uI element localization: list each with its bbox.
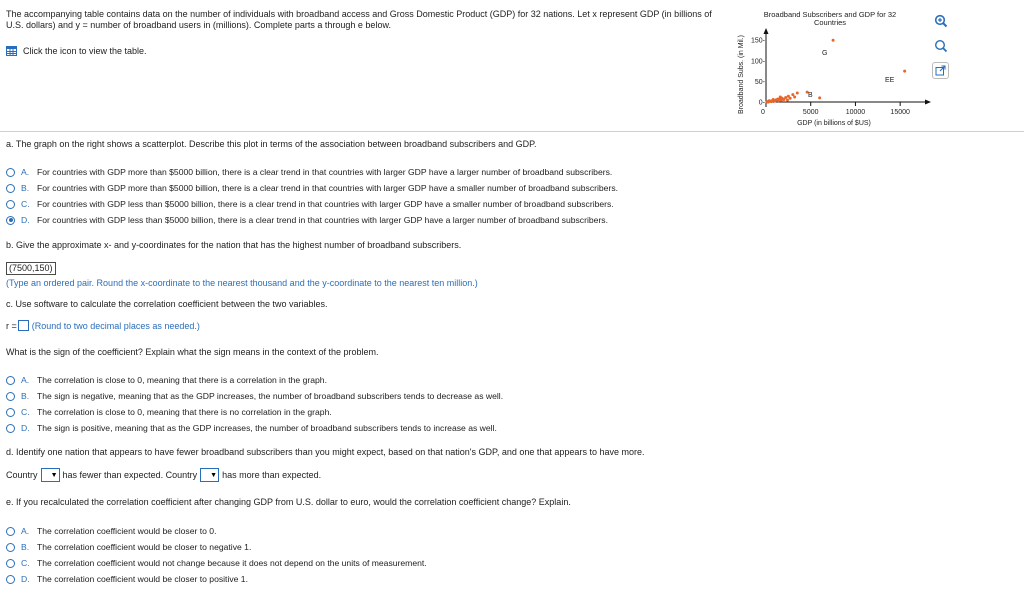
option-text: The correlation coefficient would be closer to negative 1. (37, 542, 252, 552)
x-tick-label: 15000 (890, 109, 910, 116)
zoom-out-button[interactable] (932, 37, 949, 54)
part-c-option-d[interactable] (6, 423, 497, 433)
option-letter: C. (21, 199, 30, 209)
view-table-text[interactable]: Click the icon to view the table. (23, 46, 147, 56)
chevron-down-icon: ▼ (210, 471, 218, 479)
option-letter: C. (21, 407, 30, 417)
part-c-option-b[interactable] (6, 391, 503, 401)
zoom-in-button[interactable] (932, 12, 949, 29)
option-text: The correlation coefficient would be closer to positive 1. (37, 574, 248, 584)
y-tick-label: 50- (754, 78, 765, 86)
part-a-option-b[interactable] (6, 183, 618, 193)
part-d-answer-row (6, 468, 321, 482)
country-more-dropdown[interactable] (200, 468, 219, 482)
radio-button[interactable] (6, 216, 15, 225)
data-point (773, 100, 776, 103)
r-input[interactable] (18, 320, 29, 331)
y-axis-arrow (764, 28, 769, 34)
point-label-ee: EE (885, 77, 895, 84)
y-tick-label: 150- (750, 37, 765, 45)
x-tick-label: 0 (761, 109, 765, 116)
data-point (903, 70, 906, 73)
radio-button[interactable] (6, 575, 15, 584)
option-text: For countries with GDP less than $5000 billion, there is a clear trend in that countries with larger GDP have a smaller number of broadband subscribers. (37, 199, 614, 209)
data-point (786, 98, 789, 101)
part-e-option-a[interactable] (6, 526, 216, 536)
part-d-question: d. Identify one nation that appears to have fewer broadband subscribers than you might expect, based on that nation's GDP, and one that appears to have more. (6, 447, 645, 457)
part-c-option-a[interactable] (6, 375, 327, 385)
radio-button[interactable] (6, 376, 15, 385)
option-text: The correlation coefficient would not change because it does not depend on the units of measurement. (37, 558, 427, 568)
option-letter: B. (21, 183, 30, 193)
country-fewer-dropdown[interactable] (41, 468, 60, 482)
data-point (765, 101, 768, 104)
data-point (791, 93, 794, 96)
x-tick-label: 5000 (802, 109, 819, 116)
option-letter: D. (21, 215, 30, 225)
zoom-out-icon[interactable] (934, 39, 948, 53)
option-text: For countries with GDP less than $5000 billion, there is a clear trend in that countries with larger GDP have a larger number of broadband subscribers. (37, 215, 608, 225)
point-label-g: G (822, 50, 828, 57)
data-point (779, 96, 782, 99)
radio-button[interactable] (6, 559, 15, 568)
data-point (793, 96, 796, 99)
x-tick-label: 10000 (845, 109, 866, 116)
option-text: The correlation is close to 0, meaning that there is no correlation in the graph. (37, 407, 332, 417)
chevron-down-icon: ▼ (50, 471, 58, 479)
option-letter: C. (21, 558, 30, 568)
radio-button[interactable] (6, 527, 15, 536)
part-c-sign-question: What is the sign of the coefficient? Explain what the sign means in the context of the problem. (6, 347, 379, 357)
part-b-question: b. Give the approximate x- and y-coordinates for the nation that has the highest number of broadband subscribers. (6, 240, 462, 250)
popout-button[interactable] (932, 62, 949, 79)
radio-button[interactable] (6, 392, 15, 401)
view-table-link[interactable] (6, 46, 147, 56)
part-a-question: a. The graph on the right shows a scatterplot. Describe this plot in terms of the association between broadband subscribers and GDP. (6, 139, 537, 149)
data-point (782, 98, 785, 101)
part-a-option-d[interactable] (6, 215, 608, 225)
radio-button[interactable] (6, 424, 15, 433)
option-letter: D. (21, 574, 30, 584)
problem-intro: The accompanying table contains data on the number of individuals with broadband access and Gross Domestic Product (GDP) for 32 nations. Let x represent GDP (in billions of U.S. dollars) and y = number of broadband users in (millions). Complete parts a through e below. (6, 9, 712, 30)
y-axis-label: Broadband Subs. (in Mil.) (738, 35, 745, 114)
r-label: r = (6, 320, 17, 331)
part-e-option-b[interactable] (6, 542, 251, 552)
popout-icon[interactable] (935, 65, 946, 76)
option-text: For countries with GDP more than $5000 billion, there is a clear trend in that countries with larger GDP have a smaller number of broadband subscribers. (37, 183, 619, 193)
chart-title-line1: Broadband Subscribers and GDP for 32 (763, 10, 897, 19)
data-point (780, 99, 783, 102)
option-text: The correlation is close to 0, meaning that there is a correlation in the graph. (37, 375, 327, 385)
data-point (818, 96, 821, 99)
r-hint: (Round to two decimal places as needed.) (31, 320, 200, 331)
scatterplot-svg (730, 6, 940, 130)
more-text: has more than expected. (222, 470, 322, 480)
fewer-text: has fewer than expected. Country (62, 470, 198, 480)
part-c-r-row (6, 320, 200, 331)
part-e-option-c[interactable] (6, 558, 427, 568)
country-label-1: Country (6, 470, 38, 480)
option-letter: B. (21, 542, 30, 552)
option-text: The sign is negative, meaning that as the GDP increases, the number of broadband subscribers tends to decrease as well. (37, 391, 504, 401)
radio-button[interactable] (6, 408, 15, 417)
y-tick-label: 100- (750, 58, 765, 66)
option-letter: B. (21, 391, 30, 401)
option-letter: D. (21, 423, 30, 433)
y-tick-label: 0- (758, 99, 765, 107)
part-c-option-c[interactable] (6, 407, 332, 417)
radio-button[interactable] (6, 543, 15, 552)
x-axis-arrow (925, 100, 931, 105)
part-a-option-a[interactable] (6, 167, 612, 177)
option-text: The sign is positive, meaning that as the GDP increases, the number of broadband subscribers tends to increase as well. (37, 423, 497, 433)
option-letter: A. (21, 375, 30, 385)
part-e-option-d[interactable] (6, 574, 248, 584)
data-point (777, 99, 780, 102)
data-point (789, 97, 792, 100)
table-grid-icon[interactable] (6, 46, 17, 56)
section-divider (0, 131, 1024, 132)
radio-button[interactable] (6, 200, 15, 209)
part-e-question: e. If you recalculated the correlation coefficient after changing GDP from U.S. dollar to euro, would the correlation coefficient change? Explain. (6, 497, 571, 507)
option-text: For countries with GDP more than $5000 billion, there is a clear trend in that countries with larger GDP have a larger number of broadband subscribers. (37, 167, 613, 177)
x-axis-label: GDP (in billions of $US) (797, 120, 871, 127)
option-text: The correlation coefficient would be closer to 0. (37, 526, 217, 536)
option-letter: A. (21, 526, 30, 536)
point-label-b: B (808, 92, 813, 99)
data-point (832, 39, 835, 42)
part-c-question: c. Use software to calculate the correlation coefficient between the two variables. (6, 299, 328, 309)
data-point (796, 91, 799, 94)
part-b-hint: (Type an ordered pair. Round the x-coordinate to the nearest thousand and the y-coordinate to the nearest ten million.) (6, 278, 478, 288)
part-a-option-c[interactable] (6, 199, 614, 209)
part-b-answer-field[interactable]: (7500,150) (6, 262, 56, 275)
chart-title-line2: Countries (813, 18, 847, 27)
option-letter: A. (21, 167, 30, 177)
radio-button[interactable] (6, 184, 15, 193)
zoom-in-icon[interactable] (934, 14, 948, 28)
radio-button[interactable] (6, 168, 15, 177)
scatterplot (730, 6, 940, 130)
